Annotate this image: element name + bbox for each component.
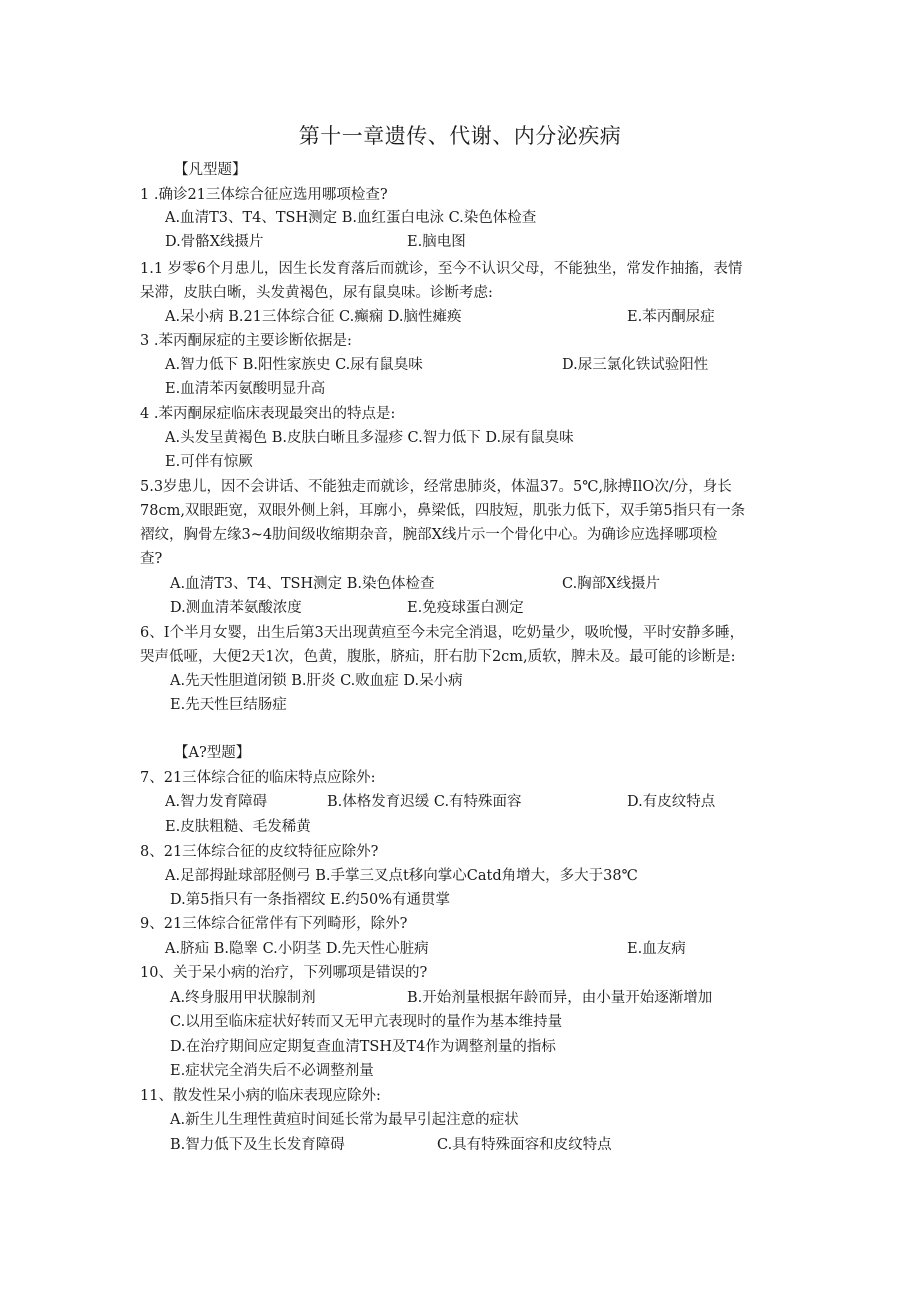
- question-option: A.智力发育障碍: [165, 794, 268, 810]
- question-option: E.免疫球蛋白测定: [407, 600, 524, 616]
- question-option: E.皮肤粗糙、毛发稀黄: [165, 819, 311, 835]
- question-stem: 8、21三体综合征的皮纹特征应除外?: [140, 844, 379, 860]
- question-options: A.脐疝 B.隐睾 C.小阴茎 D.先天性心脏病: [165, 941, 429, 957]
- question-stem: 9、21三体综合征常伴有下列畸形，除外?: [140, 916, 408, 932]
- question-option: B.开始剂量根据年龄而异，由小量开始逐渐增加: [407, 990, 713, 1006]
- question-options: B.体格发育迟缓 C.有特殊面容: [327, 794, 522, 810]
- question-options: A.血清T3、T4、TSH测定 B.染色体检查: [170, 576, 435, 592]
- question-stem: 1.1 岁零6个月患儿，因生长发育落后而就诊，至今不认识父母，不能独坐，常发作抽搐，表情: [140, 261, 743, 277]
- question-option: E.可伴有惊厥: [165, 454, 253, 470]
- question-options: A.头发呈黄褐色 B.皮肤白晰且多湿疹 C.智力低下 D.尿有鼠臭味: [165, 430, 574, 446]
- question-stem: 呆滞，皮肤白晰，头发黄褐色，尿有鼠臭味。诊断考虑:: [140, 285, 493, 301]
- question-options: A.先天性胆道闭锁 B.肝炎 C.败血症 D.呆小病: [170, 673, 463, 689]
- question-option: A.新生儿生理性黄疸时间延长常为最早引起注意的症状: [170, 1112, 519, 1128]
- question-options: A.智力低下 B.阳性家族史 C.尿有鼠臭味: [165, 357, 423, 373]
- question-option: C.具有特殊面容和皮纹特点: [437, 1137, 612, 1153]
- question-options: D.第5指只有一条指褶纹 E.约50%有通贯掌: [170, 892, 450, 908]
- page-title: 第十一章遗传、代谢、内分泌疾病: [298, 124, 622, 148]
- question-stem: 5.3岁患儿，因不会讲话、不能独走而就诊，经常患肺炎，体温37。5℃,脉搏IlO次/分，身长: [140, 479, 732, 495]
- question-option: D.在治疗期间应定期复查血清TSH及T4作为调整剂量的指标: [170, 1039, 556, 1055]
- question-stem: 3 .苯丙酮尿症的主要诊断依据是:: [140, 333, 352, 349]
- question-option: B.智力低下及生长发育障碍: [170, 1137, 345, 1153]
- question-option: D.有皮纹特点: [627, 794, 716, 810]
- question-stem: 褶纹，胸骨左缘3~4肋间级收缩期杂音，腕部X线片示一个骨化中心。为确诊应选择哪项检: [140, 527, 718, 543]
- question-options: A.呆小病 B.21三体综合征 C.癫痫 D.脑性瘫痪: [165, 309, 462, 325]
- question-option: E.血友病: [627, 941, 686, 957]
- question-option: C.胸部X线摄片: [562, 576, 661, 592]
- question-option: E.血清苯丙氨酸明显升高: [165, 381, 326, 397]
- question-stem: 78cm,双眼距宽，双眼外侧上斜，耳廓小，鼻梁低，四肢短，肌张力低下，双手第5指只有一条: [140, 503, 746, 519]
- question-stem: 哭声低哑，大便2天1次，色黄，腹胀，脐疝，肝右肋下2cm,质软，脾未及。最可能的诊断是:: [140, 649, 736, 665]
- section-heading: 【凡型题】: [174, 162, 247, 178]
- question-option: E.先天性巨结肠症: [170, 697, 287, 713]
- question-option: D.尿三氯化铁试验阳性: [562, 357, 709, 373]
- question-options: A.足部拇趾球部胫侧弓 B.手掌三叉点t移向掌心Catd角增大，多大于38℃: [165, 868, 638, 884]
- question-option: D.测血清苯氨酸浓度: [170, 600, 302, 616]
- question-stem: 1 .确诊21三体综合征应选用哪项检查?: [140, 187, 388, 203]
- question-option: E.脑电图: [407, 234, 466, 250]
- question-option: E.苯丙酮尿症: [627, 309, 715, 325]
- question-option: C.以用至临床症状好转而又无甲亢表现时的量作为基本维持量: [170, 1014, 563, 1030]
- question-option: E.症状完全消失后不必调整剂量: [170, 1063, 374, 1079]
- question-stem: 11、散发性呆小病的临床表现应除外:: [140, 1088, 381, 1104]
- question-option: A.终身服用甲状腺制剂: [170, 990, 316, 1006]
- section-heading: 【A?型题】: [174, 745, 251, 761]
- question-stem: 10、关于呆小病的治疗，下列哪项是错误的?: [140, 965, 428, 981]
- question-options: A.血清T3、T4、TSH测定 B.血红蛋白电泳 C.染色体检查: [165, 210, 537, 226]
- question-stem: 查?: [140, 551, 163, 567]
- question-option: D.骨骼X线摄片: [165, 234, 264, 250]
- question-stem: 4 .苯丙酮尿症临床表现最突出的特点是:: [140, 406, 396, 422]
- question-stem: 7、21三体综合征的临床特点应除外:: [140, 770, 376, 786]
- question-stem: 6、I个半月女婴，出生后第3天出现黄疸至今未完全消退，吃奶量少，吸吮慢，平时安静多睡，: [140, 625, 745, 641]
